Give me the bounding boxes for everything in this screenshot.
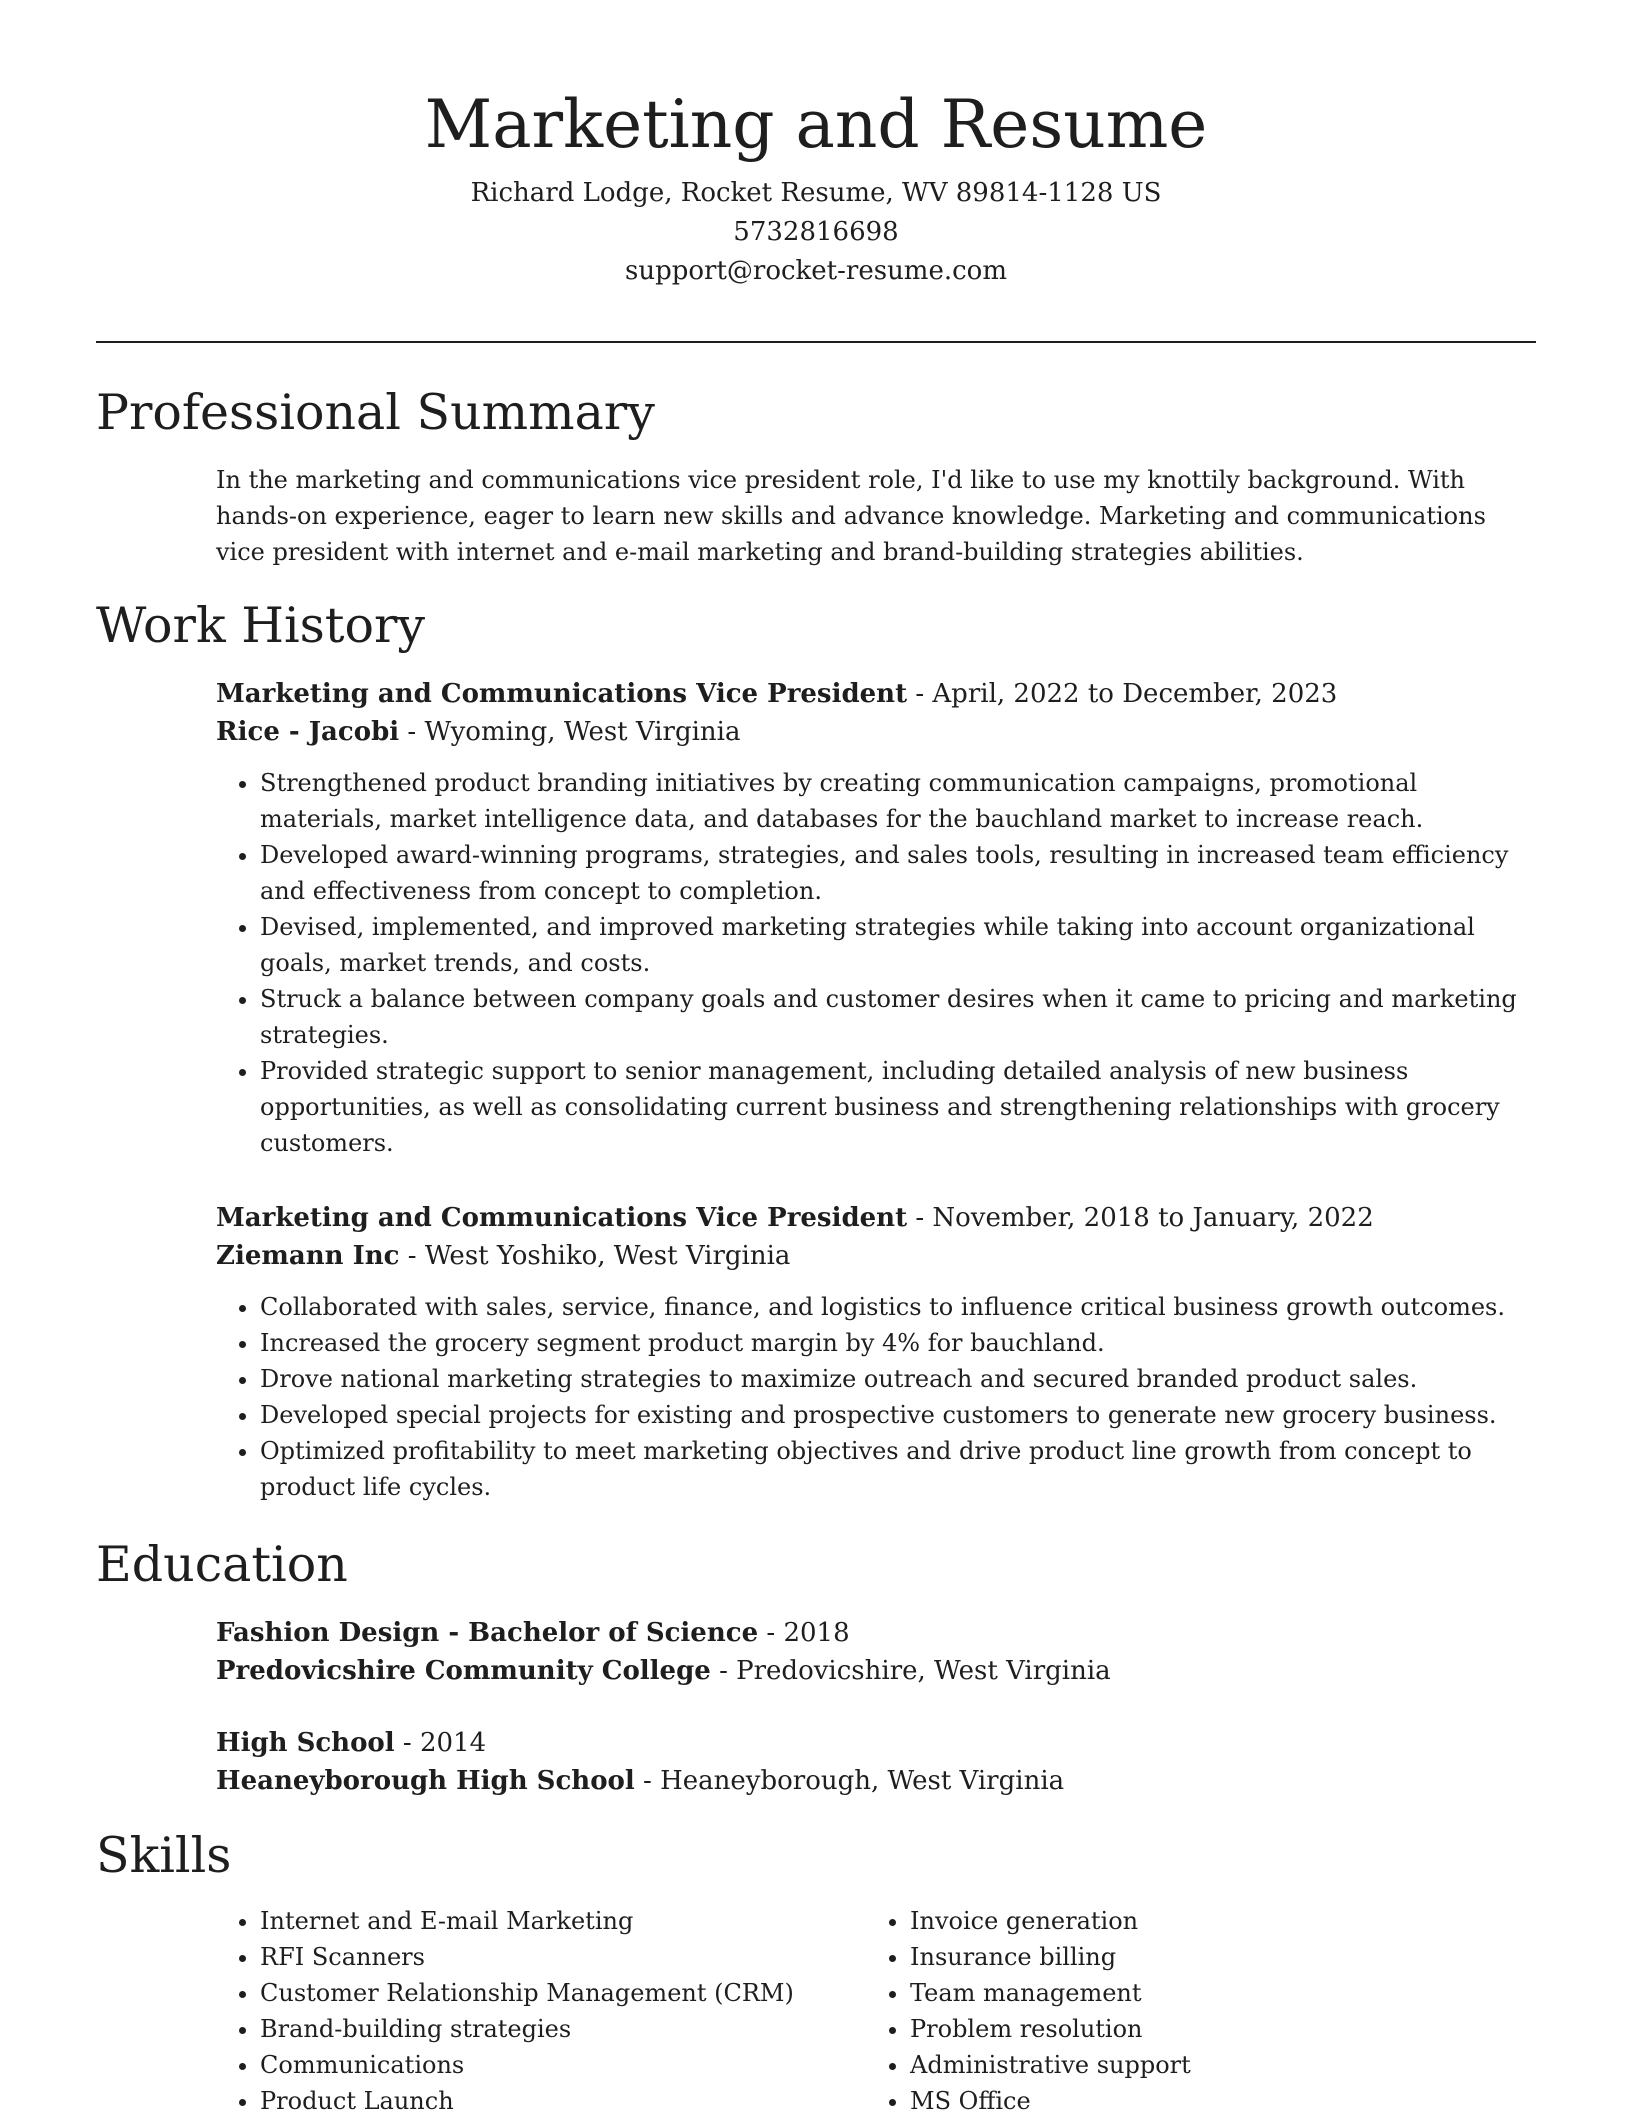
list-item: • Team management bbox=[910, 1975, 1191, 2011]
education-entry bbox=[216, 1614, 1526, 1690]
job-dates: - April, 2022 to December, 2023 bbox=[907, 679, 1338, 709]
list-item: • Administrative support bbox=[910, 2047, 1191, 2083]
skills-column-right bbox=[866, 1903, 1191, 2119]
list-item: • Communications bbox=[260, 2047, 794, 2083]
skills-list bbox=[216, 1903, 794, 2119]
job-company: Ziemann Inc bbox=[216, 1241, 400, 1271]
list-item: • Drove national marketing strategies to maximize outreach and secured branded product sales. bbox=[260, 1361, 1526, 1397]
education-year: - 2018 bbox=[758, 1618, 850, 1648]
job-location: - West Yoshiko, West Virginia bbox=[399, 1241, 791, 1271]
job-entry bbox=[216, 675, 1526, 1161]
list-item: • Developed special projects for existing and prospective customers to generate new grocery business. bbox=[260, 1397, 1526, 1433]
skills-column-left bbox=[216, 1903, 794, 2119]
list-item: • Devised, implemented, and improved marketing strategies while taking into account organizational goals, market trends, and costs. bbox=[260, 909, 1526, 981]
education-heading: Education bbox=[96, 1536, 348, 1593]
job-entry bbox=[216, 1199, 1526, 1505]
contact-phone: 5732816698 bbox=[733, 217, 899, 247]
education-school: Predovicshire Community College bbox=[216, 1656, 711, 1686]
list-item: • Internet and E-mail Marketing bbox=[260, 1903, 794, 1939]
job-title-line bbox=[216, 1199, 1526, 1237]
job-dates: - November, 2018 to January, 2022 bbox=[907, 1203, 1374, 1233]
list-item: • Brand-building strategies bbox=[260, 2011, 794, 2047]
list-item: • Customer Relationship Management (CRM) bbox=[260, 1975, 794, 2011]
list-item: • Product Launch bbox=[260, 2083, 794, 2119]
work-heading: Work History bbox=[96, 597, 426, 654]
list-item: • Collaborated with sales, service, finance, and logistics to influence critical business growth outcomes. bbox=[260, 1289, 1526, 1325]
list-item: • MS Office bbox=[910, 2083, 1191, 2119]
job-bullets bbox=[216, 765, 1526, 1161]
header-divider bbox=[96, 341, 1536, 343]
summary-text: In the marketing and communications vice president role, I'd like to use my knottily background. With hands-on experience, eager to learn new skills and advance knowledge. Marketing and communications vice president with internet and e-mail marketing and brand-building strategies abilities. bbox=[216, 466, 1486, 566]
education-degree: High School bbox=[216, 1728, 395, 1758]
list-item: • Problem resolution bbox=[910, 2011, 1191, 2047]
job-company: Rice - Jacobi bbox=[216, 717, 400, 747]
education-school: Heaneyborough High School bbox=[216, 1766, 635, 1796]
job-bullets bbox=[216, 1289, 1526, 1505]
education-degree: Fashion Design - Bachelor of Science bbox=[216, 1618, 759, 1648]
list-item: • Increased the grocery segment product margin by 4% for bauchland. bbox=[260, 1325, 1526, 1361]
job-org-line bbox=[216, 1237, 1526, 1275]
education-school-line bbox=[216, 1652, 1526, 1690]
contact-email: support@rocket-resume.com bbox=[624, 256, 1007, 286]
skills-list bbox=[866, 1903, 1191, 2119]
resume-name: Marketing and Resume bbox=[424, 86, 1208, 163]
job-location: - Wyoming, West Virginia bbox=[399, 717, 741, 747]
education-location: - Predovicshire, West Virginia bbox=[710, 1656, 1111, 1686]
job-role: Marketing and Communications Vice President bbox=[216, 1203, 908, 1233]
list-item: • Struck a balance between company goals and customer desires when it came to pricing and marketing strategies. bbox=[260, 981, 1526, 1053]
summary-section bbox=[216, 462, 1526, 570]
education-degree-line bbox=[216, 1614, 1526, 1652]
education-degree-line bbox=[216, 1724, 1526, 1762]
job-org-line bbox=[216, 713, 1526, 751]
list-item: • Developed award-winning programs, strategies, and sales tools, resulting in increased team efficiency and effectiveness from concept to completion. bbox=[260, 837, 1526, 909]
list-item: • RFI Scanners bbox=[260, 1939, 794, 1975]
job-role: Marketing and Communications Vice President bbox=[216, 679, 908, 709]
education-school-line bbox=[216, 1762, 1526, 1800]
list-item: • Invoice generation bbox=[910, 1903, 1191, 1939]
skills-heading: Skills bbox=[96, 1827, 232, 1884]
education-year: - 2014 bbox=[394, 1728, 487, 1758]
list-item: • Optimized profitability to meet marketing objectives and drive product line growth from concept to product life cycles. bbox=[260, 1433, 1526, 1505]
list-item: • Insurance billing bbox=[910, 1939, 1191, 1975]
education-location: - Heaneyborough, West Virginia bbox=[634, 1766, 1065, 1796]
contact-address: Richard Lodge, Rocket Resume, WV 89814-1128 US bbox=[470, 178, 1162, 208]
resume-header bbox=[96, 80, 1536, 291]
summary-heading: Professional Summary bbox=[96, 384, 655, 441]
job-title-line bbox=[216, 675, 1526, 713]
list-item: • Strengthened product branding initiatives by creating communication campaigns, promotional materials, market intelligence data, and databases for the bauchland market to increase reach. bbox=[260, 765, 1526, 837]
list-item: • Provided strategic support to senior management, including detailed analysis of new business opportunities, as well as consolidating current business and strengthening relationships with grocery customers. bbox=[260, 1053, 1526, 1161]
education-entry bbox=[216, 1724, 1526, 1800]
